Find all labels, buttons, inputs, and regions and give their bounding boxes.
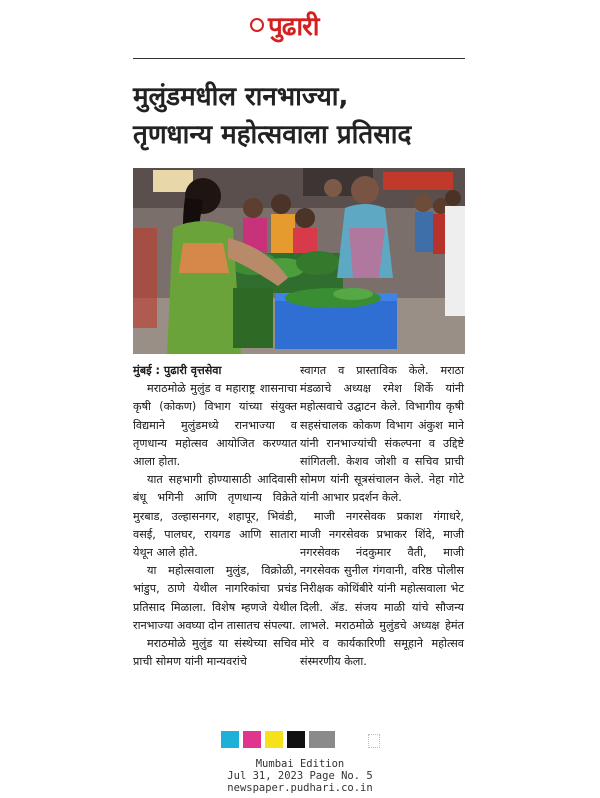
article-paragraph: स्वागत व प्रास्ताविक केले. मराठा मंडळाचे अध्यक्ष रमेश शिर्के यांनी महोत्सवाचे उद्घाटन केले. विभागीय कृषी सहसंचालक कोकण विभाग अंकुश माने यांनी रानभाज्यांची संकल्पना व उद्दिष्टे सांगितली. केशव जोशी व सचिव प्राची सोमण यांनी सूत्रसंचालन केले. नेहा गोटे यांनी आभार प्रदर्शन केले.: [300, 364, 464, 505]
color-swatch-cyan: [221, 731, 239, 748]
registration-mark-icon: [368, 734, 380, 748]
print-color-bar: [221, 731, 335, 748]
article-headline: [133, 78, 473, 154]
masthead-divider: [133, 58, 465, 59]
market-stall-photo: [133, 168, 465, 354]
footer-edition: Mumbai Edition: [255, 758, 345, 770]
article-dateline: मुंबई : पुढारी वृत्तसेवा: [133, 364, 222, 377]
logo-text: पुढारी: [268, 12, 319, 42]
masthead-logo: [250, 10, 350, 44]
footer-site-link[interactable]: newspaper.pudhari.co.in: [227, 782, 373, 794]
article-paragraph: यात सहभागी होण्यासाठी आदिवासी बंधू भगिनी आणि तृणधान्य विक्रेते मुरबाड, उल्हासनगर, शहापूर, भिवंडी, वसई, पालघर, रायगड आणि सातारा येथून आले होते.: [133, 473, 297, 560]
color-swatch-black: [287, 731, 305, 748]
color-swatch-magenta: [243, 731, 261, 748]
color-swatch-gray: [309, 731, 335, 748]
headline-line-1: मुलुंडमधील रानभाज्या,: [133, 82, 349, 112]
article-paragraph: मराठमोळे मुलुंड या संस्थेच्या सचिव प्राची सोमण यांनी मान्यवरांचे: [133, 637, 297, 669]
article-photo: [133, 168, 465, 354]
headline-line-2: तृणधान्य महोत्सवाला प्रतिसाद: [133, 120, 412, 150]
footer-date-page: Jul 31, 2023 Page No. 5: [227, 770, 373, 782]
article-paragraph: मराठमोळे मुलुंड व महाराष्ट्र शासनाचा कृषी (कोकण) विभाग यांच्या संयुक्त विद्यमाने मुलुंडमध्ये रानभाज्या व तृणधान्य महोत्सव आयोजित करण्यात आला होता.: [133, 382, 297, 469]
page-footer: [0, 758, 600, 794]
article-column-left: [133, 362, 297, 671]
article-column-right: [300, 362, 464, 671]
article-paragraph: या महोत्सवाला मुलुंड, विक्रोळी, भांडुप, ठाणे येथील नागरिकांचा प्रचंड प्रतिसाद मिळाला. विशेष म्हणजे येथील रानभाज्या अवघ्या दोन तासातच संपल्या.: [133, 564, 297, 632]
color-swatch-yellow: [265, 731, 283, 748]
article-paragraph: माजी नगरसेवक प्रकाश गंगाधरे, माजी नगरसेवक प्रभाकर शिंदे, माजी नगरसेवक नंदकुमार वैती, माजी नगरसेवक सुनील गंगवानी, वरिष्ठ पोलीस निरीक्षक कोथिंबीरे यांनी महोत्सवाला भेट दिली. ॲड. संजय माळी यांचे सौजन्य लाभले. मराठमोळे मुलुंडचे अध्यक्ष हेमंत मोरे व कार्यकारिणी समूहाने महोत्सव संस्मरणीय केला.: [300, 509, 464, 669]
logo-emblem-icon: [250, 18, 264, 32]
